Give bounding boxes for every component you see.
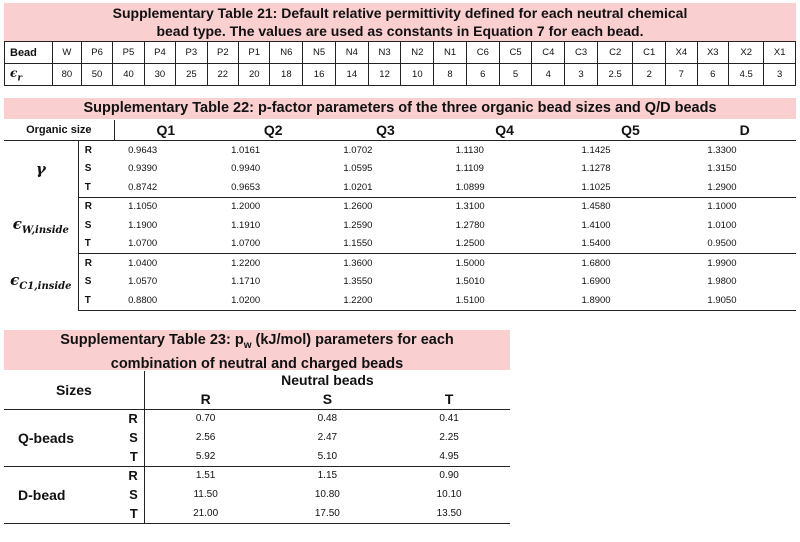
table22-value-cell: 0.9390 <box>128 163 158 175</box>
table21 <box>4 41 796 86</box>
table23-row-label-cell <box>4 428 144 447</box>
table21-value-cell: 3 <box>565 64 598 86</box>
table21-value-cell: 2 <box>633 64 666 86</box>
table23-value-cell: 4.95 <box>388 447 510 466</box>
table22-title-bar <box>4 98 796 119</box>
table23-column-header: T <box>388 389 510 409</box>
table23-title-start: Supplementary Table 23: p <box>60 332 244 348</box>
table21-value-cell: 80 <box>53 64 82 86</box>
table22-value-cell: 1.1130 <box>455 144 484 156</box>
table21-value-cell: 30 <box>144 64 175 86</box>
table21-bead-row <box>5 42 796 64</box>
table22-column-header: Q4 <box>442 120 568 141</box>
table21-bead-cell: X3 <box>697 42 728 64</box>
table23-row <box>4 466 510 485</box>
table23-title-bar <box>4 330 510 370</box>
table21-title-bar <box>4 3 796 41</box>
table22-header-row <box>4 120 796 141</box>
table22-value-cell: 1.1710 <box>231 276 261 288</box>
table22-group-symbol: ϵ <box>12 214 22 233</box>
table21-value-cell: 4.5 <box>728 64 763 86</box>
table23-row-label: T <box>129 448 138 464</box>
table23-row-label-cell <box>4 485 144 504</box>
table22-row <box>4 291 796 310</box>
table23-row-label: S <box>129 486 138 502</box>
table23-group-label: D-bead <box>18 486 66 503</box>
table23-value-cell: 17.50 <box>267 504 389 523</box>
table22-value-cell: 0.9500 <box>693 235 796 254</box>
table21-bead-cell: N5 <box>303 42 336 64</box>
table22-value-cell: 1.1425 <box>581 144 611 156</box>
table21-bead-cell: C6 <box>466 42 499 64</box>
table22-value-cell: 1.1900 <box>128 219 158 231</box>
table22-value-cell: 1.5000 <box>455 257 485 269</box>
table21-title-line1: Supplementary Table 21: Default relative permittivity defined for each neutral chemical <box>112 5 688 21</box>
table23-value-cell: 11.50 <box>193 489 218 500</box>
table21-value-cell: 4 <box>532 64 565 86</box>
table22-value-cell: 1.4580 <box>581 201 611 213</box>
table21-bead-cell: N3 <box>368 42 401 64</box>
table23-row-label: R <box>128 468 138 484</box>
table22-value-cell: 1.3300 <box>707 144 737 156</box>
table23-value-cell: 1.15 <box>317 470 338 482</box>
table22-value-cell: 1.0700 <box>217 235 329 254</box>
table22-value-cell: 1.1050 <box>128 201 158 213</box>
table23-row-label-cell <box>4 466 144 485</box>
table22-value-cell: 1.2900 <box>693 178 796 197</box>
table22-row <box>4 216 796 235</box>
table23-row-label: S <box>129 429 138 445</box>
table21-bead-cell: P2 <box>207 42 238 64</box>
table23-row <box>4 428 510 447</box>
table22-row-label: T <box>78 235 114 254</box>
table23-row-label-cell <box>4 504 144 523</box>
table21-bead-cell: N4 <box>335 42 368 64</box>
table21-bead-cell: C3 <box>565 42 598 64</box>
table21-bead-cell: X4 <box>666 42 697 64</box>
table22-value-cell: 1.0899 <box>442 178 568 197</box>
table23-row-label: R <box>128 411 138 427</box>
table21-value-cell: 18 <box>270 64 303 86</box>
table23-group-label: Q-beads <box>18 429 75 446</box>
table23-row <box>4 409 510 428</box>
table22-group-label <box>4 254 78 311</box>
table23-column-header: S <box>267 389 389 409</box>
table22-row-label: R <box>84 257 92 269</box>
table22-value-cell: 1.0702 <box>343 144 373 156</box>
table22-row-label: S <box>84 219 92 231</box>
table22-group-symbol: ϵ <box>10 271 20 290</box>
table22-value-cell: 1.2590 <box>343 219 373 231</box>
table22-value-cell: 1.5100 <box>442 291 568 310</box>
table21-value-cell: 14 <box>335 64 368 86</box>
table21-value-cell: 22 <box>207 64 238 86</box>
table21-bead-cell: P6 <box>81 42 112 64</box>
table23-value-cell: 0.48 <box>317 413 338 425</box>
table22-row-label: S <box>84 163 92 175</box>
table23-value-cell: 1.51 <box>195 470 216 482</box>
table23-neutral-beads-header: Neutral beads <box>281 372 374 388</box>
table23-value-cell: 2.25 <box>439 432 459 443</box>
table21-value-cell: 20 <box>239 64 270 86</box>
table22-value-cell: 1.1109 <box>455 163 484 175</box>
table21-bead-cell: C4 <box>532 42 565 64</box>
table22-column-header: D <box>693 120 796 141</box>
table22-organic-size-header: Organic size <box>4 120 114 141</box>
table23-row-label-cell <box>4 447 144 466</box>
table21-bead-cell: W <box>53 42 82 64</box>
table21-permittivity-row <box>5 64 796 86</box>
table23-header-row-1 <box>4 371 510 389</box>
table22-column-header: Q1 <box>114 120 217 141</box>
table23-value-cell: 10.10 <box>436 489 462 500</box>
table22-value-cell: 1.1025 <box>568 178 694 197</box>
table22-value-cell: 1.0595 <box>343 163 373 175</box>
table21-value-cell: 40 <box>113 64 144 86</box>
table23-value-cell: 2.47 <box>317 432 338 443</box>
table23-value-cell: 13.50 <box>388 504 510 523</box>
table22-column-header: Q5 <box>568 120 694 141</box>
table21-bead-cell: N1 <box>434 42 467 64</box>
table23-row <box>4 485 510 504</box>
table21-bead-cell: P1 <box>239 42 270 64</box>
table22-value-cell: 1.2000 <box>231 201 261 213</box>
table22-value-cell: 1.3150 <box>707 163 737 175</box>
table22-row <box>4 235 796 254</box>
table21-bead-cell: P4 <box>144 42 175 64</box>
table22-row <box>4 141 796 160</box>
table22-row-label: T <box>78 178 114 197</box>
table22-row-label: T <box>78 291 114 310</box>
table22-value-cell: 1.9900 <box>707 257 737 269</box>
table21-bead-cell: P5 <box>113 42 144 64</box>
table22-value-cell: 1.3600 <box>343 257 373 269</box>
table22-row <box>4 197 796 216</box>
table21-bead-cell: C1 <box>633 42 666 64</box>
table23-row-label-cell <box>4 409 144 428</box>
table22-value-cell: 1.0161 <box>231 144 261 156</box>
table23-title-end: (kJ/mol) parameters for each <box>251 332 454 348</box>
table22-row <box>4 254 796 273</box>
table23-sizes-header: Sizes <box>4 371 144 409</box>
table22-row-label: S <box>84 276 92 288</box>
table22-value-cell: 0.9940 <box>231 163 261 175</box>
table22-value-cell: 1.8900 <box>568 291 694 310</box>
table22-value-cell: 1.9800 <box>707 276 737 288</box>
table22-value-cell: 1.2200 <box>329 291 441 310</box>
table21-bead-cell: C5 <box>499 42 532 64</box>
table22-column-header: Q3 <box>329 120 441 141</box>
table22-value-cell: 1.0400 <box>128 257 158 269</box>
table23-value-cell: 2.56 <box>195 432 216 443</box>
table22-row-label: R <box>84 201 92 213</box>
table22-value-cell: 0.9653 <box>217 178 329 197</box>
table21-bead-cell: C2 <box>597 42 632 64</box>
table22-value-cell: 1.1910 <box>231 219 261 231</box>
table22-value-cell: 1.9050 <box>693 291 796 310</box>
table23-value-cell: 0.41 <box>439 413 459 425</box>
table21-value-cell: 6 <box>466 64 499 86</box>
table21-bead-header: Bead <box>5 42 53 64</box>
table22-value-cell: 1.5400 <box>568 235 694 254</box>
table21-value-cell: 6 <box>697 64 728 86</box>
table23-row <box>4 447 510 466</box>
table21-bead-cell: P3 <box>176 42 207 64</box>
table22-group-symbol: γ <box>35 160 46 178</box>
table22-group-subscript: W,inside <box>21 224 69 236</box>
table22-title: Supplementary Table 22: p-factor parameters of the three organic bead sizes and Q/D beads <box>83 100 717 116</box>
table21-bead-cell: X2 <box>728 42 763 64</box>
table21-value-cell: 16 <box>303 64 336 86</box>
table23-value-cell: 0.90 <box>439 470 459 482</box>
table22-value-cell: 1.3550 <box>343 276 373 288</box>
table22-value-cell: 1.2200 <box>231 257 261 269</box>
table21-bead-cell: X1 <box>764 42 796 64</box>
table22-column-header: Q2 <box>217 120 329 141</box>
table22 <box>4 120 796 311</box>
table22-value-cell: 1.0200 <box>217 291 329 310</box>
table23-value-cell: 10.80 <box>314 489 340 500</box>
table22-value-cell: 0.8800 <box>114 291 217 310</box>
table23-value-cell: 0.70 <box>195 413 216 425</box>
table22-group-label <box>4 141 78 198</box>
table22-value-cell: 1.1278 <box>581 163 611 175</box>
table22-value-cell: 1.5010 <box>455 276 485 288</box>
table22-value-cell: 1.0201 <box>329 178 441 197</box>
table21-value-cell: 3 <box>764 64 796 86</box>
table23-row <box>4 504 510 523</box>
table22-value-cell: 1.6800 <box>581 257 611 269</box>
table21-value-cell: 7 <box>666 64 697 86</box>
table23-value-cell: 5.10 <box>267 447 389 466</box>
table23-column-header: R <box>144 389 266 409</box>
table21-value-cell: 12 <box>368 64 401 86</box>
table23-row-label: T <box>129 505 138 521</box>
table23-title-line1 <box>4 330 510 355</box>
table22-value-cell: 1.0700 <box>114 235 217 254</box>
table21-title-line2: bead type. The values are used as constants in Equation 7 for each bead. <box>156 23 644 39</box>
table23-title-line2: combination of neutral and charged beads <box>110 355 404 372</box>
table22-value-cell: 1.2600 <box>343 201 373 213</box>
table21-bead-cell: N2 <box>401 42 434 64</box>
table22-row <box>4 273 796 292</box>
table21-value-cell: 25 <box>176 64 207 86</box>
table21-bead-cell: N6 <box>270 42 303 64</box>
table21-value-cell: 8 <box>434 64 467 86</box>
table23 <box>4 371 510 524</box>
table22-value-cell: 1.0100 <box>707 219 737 231</box>
table23-title-sub: w <box>243 339 252 351</box>
table21-value-cell: 5 <box>499 64 532 86</box>
table21-value-cell: 2.5 <box>597 64 632 86</box>
table23-value-cell: 21.00 <box>144 504 266 523</box>
table22-value-cell: 1.6900 <box>581 276 611 288</box>
table21-value-cell: 10 <box>401 64 434 86</box>
table22-value-cell: 0.8742 <box>114 178 217 197</box>
table22-value-cell: 1.1000 <box>707 201 737 213</box>
table22-row-label: R <box>84 144 92 156</box>
table21-value-cell: 50 <box>81 64 112 86</box>
table22-group-label <box>4 197 78 254</box>
table22-value-cell: 1.1550 <box>329 235 441 254</box>
table22-group-subscript: C1,inside <box>19 281 72 293</box>
table22-value-cell: 0.9643 <box>128 144 158 156</box>
table21-epsilon-header: $\epsilon_r$ <box>5 64 53 86</box>
table22-value-cell: 1.0570 <box>128 276 158 288</box>
table22-row <box>4 160 796 179</box>
table22-value-cell: 1.2500 <box>442 235 568 254</box>
table23-value-cell: 5.92 <box>144 447 266 466</box>
table22-row <box>4 178 796 197</box>
table22-value-cell: 1.4100 <box>581 219 611 231</box>
table22-value-cell: 1.3100 <box>455 201 485 213</box>
table22-value-cell: 1.2780 <box>455 219 485 231</box>
